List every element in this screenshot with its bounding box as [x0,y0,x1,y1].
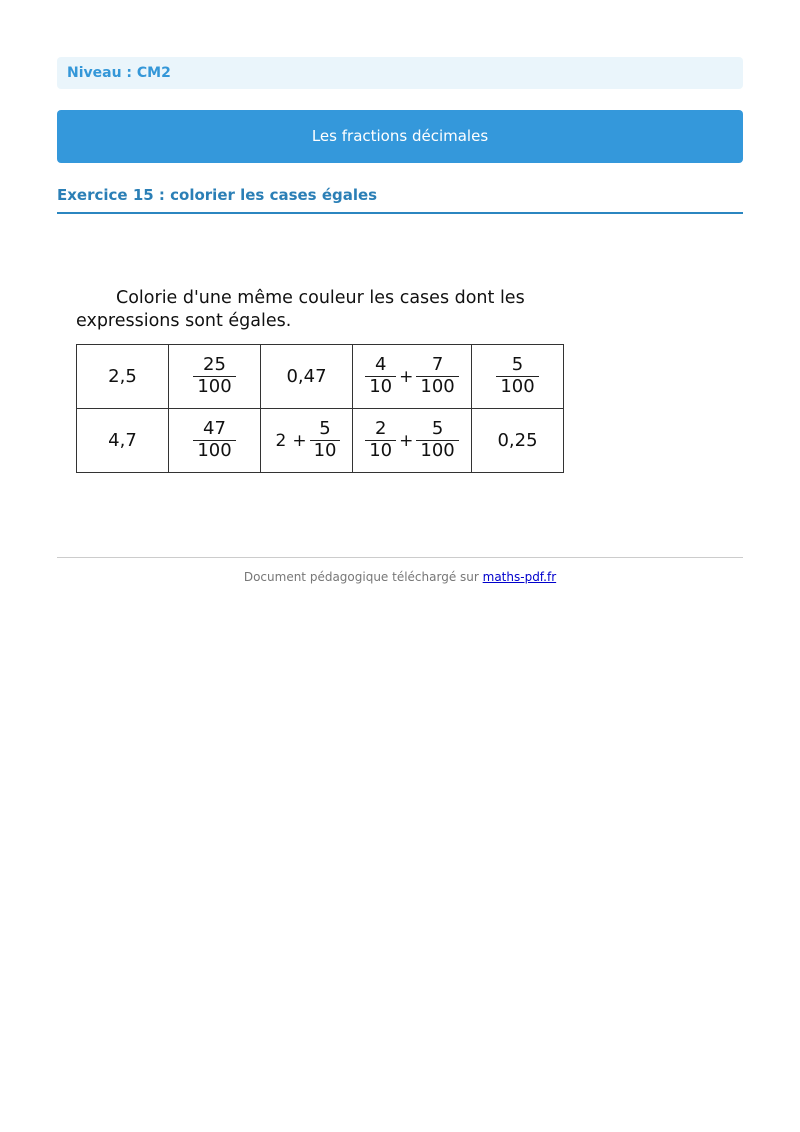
fraction [416,355,458,397]
fraction [365,419,396,461]
denominator: 100 [193,376,235,398]
fraction [193,355,235,397]
plus-sign: + [399,366,414,387]
footer-link[interactable]: maths-pdf.fr [482,570,557,584]
plus-sign: + [399,430,414,451]
grid-cell[interactable] [261,345,353,409]
grid-cell[interactable] [169,409,261,473]
instruction-line-2: expressions sont égales. [76,311,292,331]
grid-cell[interactable] [472,345,564,409]
fraction [496,355,538,397]
numerator: 2 [374,418,387,440]
denominator: 100 [496,376,538,398]
grid-cell[interactable] [353,409,472,473]
numerator: 5 [431,418,444,440]
footer [57,570,743,584]
fraction [193,419,235,461]
footer-text: Document pédagogique téléchargé sur [243,570,483,584]
grid-cell[interactable] [77,409,169,473]
exercise-instruction [76,287,576,333]
decimal-value: 0,25 [497,430,538,451]
fraction [310,419,341,461]
level-label: Niveau : CM2 [57,57,743,89]
grid-cell[interactable] [261,409,353,473]
whole-number: 2 [275,430,287,451]
denominator: 100 [193,440,235,462]
denominator: 100 [416,440,458,462]
exercise-title: Exercice 15 : colorier les cases égales [57,185,743,214]
expression-grid [76,344,564,473]
fraction [416,419,458,461]
footer-divider [57,557,743,558]
denominator: 10 [365,440,396,462]
numerator: 5 [319,418,331,440]
grid-cell[interactable] [353,345,472,409]
table-row [77,345,564,409]
decimal-value: 0,47 [286,366,327,387]
table-row [77,409,564,473]
plus-sign: + [292,430,307,451]
page-title: Les fractions décimales [57,110,743,163]
decimal-value: 2,5 [108,366,137,387]
instruction-line-1: Colorie d'une même couleur les cases dont les [116,288,525,308]
numerator: 25 [203,354,226,376]
denominator: 100 [416,376,458,398]
grid-cell[interactable] [472,409,564,473]
numerator: 5 [511,354,524,376]
denominator: 10 [365,376,396,398]
numerator: 47 [203,418,226,440]
fraction [365,355,396,397]
decimal-value: 4,7 [108,430,137,451]
grid-cell[interactable] [77,345,169,409]
grid-cell[interactable] [169,345,261,409]
denominator: 10 [310,440,341,462]
numerator: 7 [431,354,444,376]
numerator: 4 [374,354,387,376]
